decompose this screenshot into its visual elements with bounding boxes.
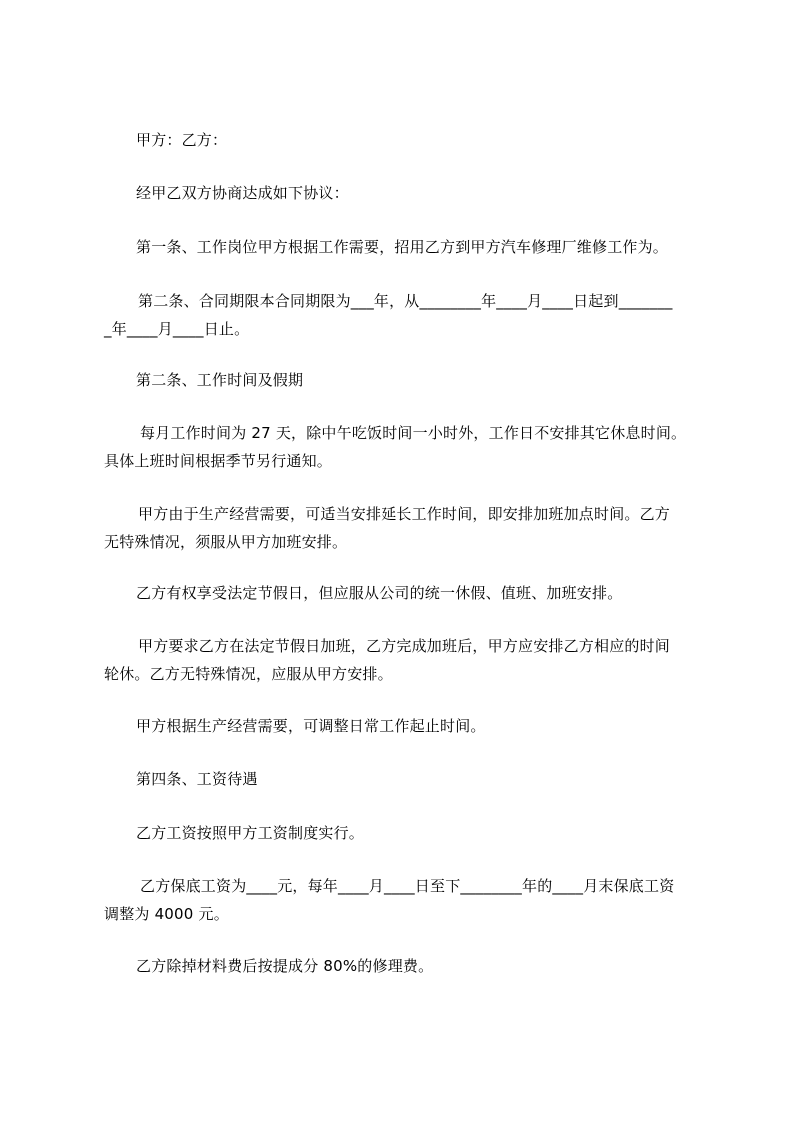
text-line: 轮休。乙方无特殊情况，应服从甲方安排。 [104,665,393,683]
text-line: 第四条、工资待遇 [136,770,258,788]
text-line: 甲方要求乙方在法定节假日加班，乙方完成加班后，甲方应安排乙方相应的时间 [138,637,671,655]
parties-line [104,126,736,154]
wage-system [104,819,736,847]
article-2-working-hours-heading [104,366,736,394]
holiday-overtime-compensation [104,632,704,688]
text-line: 第二条、工作时间及假期 [136,371,304,389]
text-line: 乙方除掉材料费后按提成分 80%的修理费。 [136,957,434,975]
text-line: 具体上班时间根据季节另行通知。 [104,452,333,470]
article-2-term [104,287,704,343]
monthly-working-days [104,419,704,475]
working-time-adjustment [104,712,736,740]
text-line: 第二条、合同期限本合同期限为___年，从________年____月____日起到_______ [138,292,673,310]
article-1-position [104,233,736,261]
agreement-intro [104,179,736,207]
text-line: _年____月____日止。 [104,320,250,338]
text-line: 甲方由于生产经营需要，可适当安排延长工作时间，即安排加班加点时间。乙方 [138,505,671,523]
statutory-holidays [104,579,736,607]
text-line: 甲方根据生产经营需要，可调整日常工作起止时间。 [136,717,486,735]
text-line: 第一条、工作岗位甲方根据工作需要，招用乙方到甲方汽车修理厂维修工作为。 [136,238,669,256]
text-line: 乙方保底工资为____元，每年____月____日至下________年的____月末保底工资 [140,877,675,895]
minimum-wage [104,872,704,928]
text-line: 调整为 4000 元。 [104,905,229,923]
text-line: 无特殊情况，须服从甲方加班安排。 [104,533,348,551]
text-line: 甲方：乙方： [136,131,228,149]
text-line: 乙方工资按照甲方工资制度实行。 [136,824,365,842]
overtime-arrangement [104,500,704,556]
repair-commission [104,952,736,980]
article-4-wage-heading [104,765,736,793]
text-line: 经甲乙双方协商达成如下协议： [136,184,349,202]
text-line: 乙方有权享受法定节假日，但应服从公司的统一休假、值班、加班安排。 [136,584,623,602]
text-line: 每月工作时间为 27 天，除中午吃饭时间一小时外，工作日不安排其它休息时间。 [140,424,687,442]
